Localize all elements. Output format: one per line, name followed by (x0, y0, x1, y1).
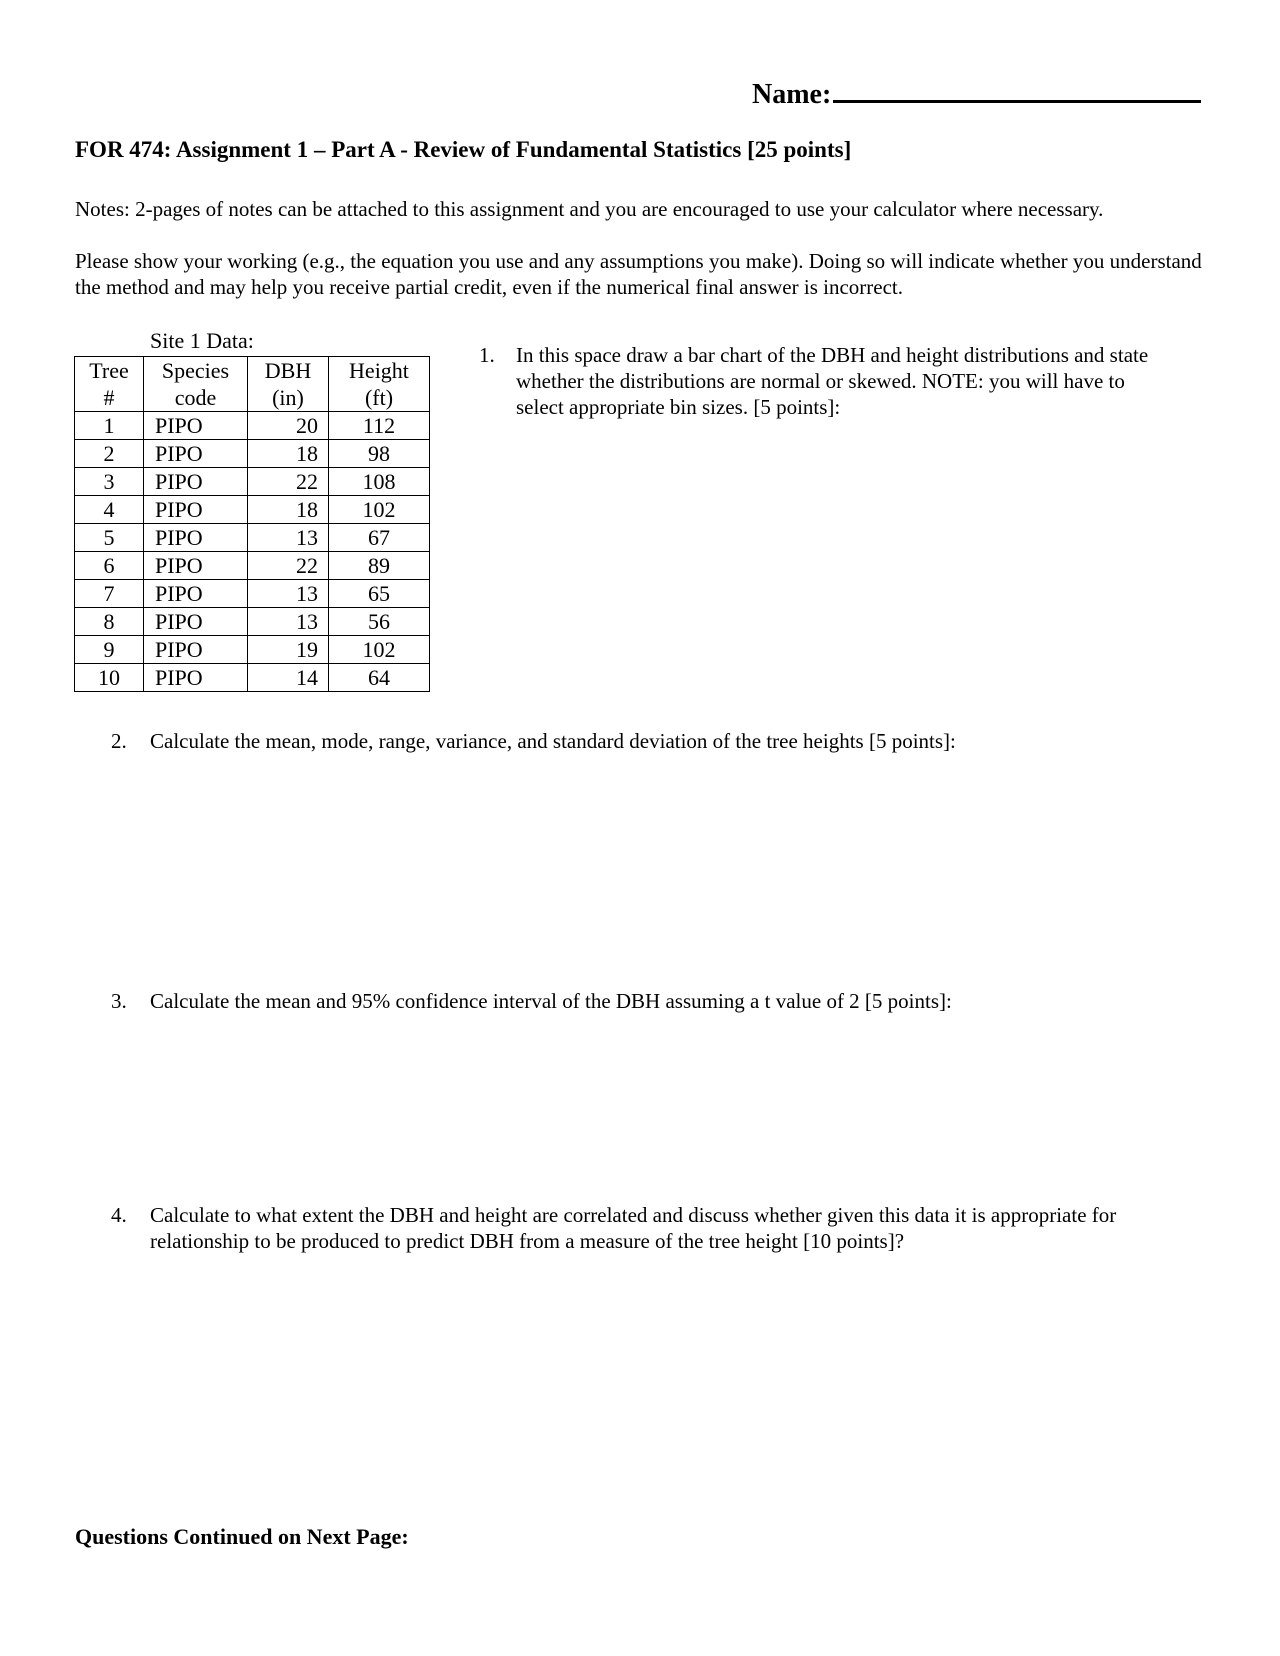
question-number: 3. (111, 989, 127, 1013)
table-row (75, 440, 430, 468)
name-field[interactable] (752, 76, 1201, 111)
cell-dbh: 14 (248, 664, 329, 692)
cell-species-code: PIPO (144, 440, 248, 468)
name-blank-line[interactable] (833, 76, 1201, 103)
table-row (75, 524, 430, 552)
question-number: 4. (111, 1203, 127, 1227)
table-row (75, 552, 430, 580)
cell-species-code: PIPO (144, 496, 248, 524)
cell-dbh: 18 (248, 440, 329, 468)
question-number: 1. (479, 343, 495, 367)
name-label: Name: (752, 79, 832, 110)
cell-species-code: PIPO (144, 468, 248, 496)
cell-species-code: PIPO (144, 552, 248, 580)
cell-tree-number: 4 (75, 496, 144, 524)
question-text: Calculate to what extent the DBH and height are correlated and discuss whether given this data it is appropriate for relationship to be produced to predict DBH from a measure of the tree height [10 points]? (150, 1203, 1117, 1253)
table-row (75, 664, 430, 692)
question-number: 2. (111, 729, 127, 753)
table-row (75, 468, 430, 496)
cell-tree-number: 6 (75, 552, 144, 580)
question-text: In this space draw a bar chart of the DBH and height distributions and state whether the distributions are normal or skewed. NOTE: you will have to select appropriate bin sizes. [5 points]: (516, 343, 1149, 419)
cell-height: 56 (329, 608, 430, 636)
cell-tree-number: 10 (75, 664, 144, 692)
cell-species-code: PIPO (144, 636, 248, 664)
cell-tree-number: 1 (75, 412, 144, 440)
cell-tree-number: 5 (75, 524, 144, 552)
cell-tree-number: 2 (75, 440, 144, 468)
cell-height: 64 (329, 664, 430, 692)
cell-height: 89 (329, 552, 430, 580)
cell-tree-number: 3 (75, 468, 144, 496)
instructions-text: Please show your working (e.g., the equation you use and any assumptions you make). Doing so will indicate whether you understand the method and may help you receive partial credit, even if the numerical final answer is incorrect. (75, 249, 1202, 299)
cell-dbh: 22 (248, 468, 329, 496)
header-height: Height (ft) (329, 357, 430, 412)
cell-species-code: PIPO (144, 412, 248, 440)
notes-text: Notes: 2-pages of notes can be attached to this assignment and you are encouraged to use your calculator where necessary. (75, 197, 1104, 221)
table-caption: Site 1 Data: (150, 328, 254, 353)
cell-height: 67 (329, 524, 430, 552)
table-row (75, 636, 430, 664)
table-row (75, 608, 430, 636)
assignment-title: FOR 474: Assignment 1 – Part A - Review of Fundamental Statistics [25 points] (75, 137, 852, 162)
cell-dbh: 13 (248, 580, 329, 608)
cell-dbh: 22 (248, 552, 329, 580)
table-row (75, 412, 430, 440)
cell-species-code: PIPO (144, 608, 248, 636)
cell-dbh: 20 (248, 412, 329, 440)
continued-note: Questions Continued on Next Page: (75, 1524, 409, 1549)
cell-height: 108 (329, 468, 430, 496)
cell-height: 102 (329, 636, 430, 664)
header-tree: Tree # (75, 357, 144, 412)
cell-species-code: PIPO (144, 524, 248, 552)
cell-species-code: PIPO (144, 664, 248, 692)
cell-species-code: PIPO (144, 580, 248, 608)
cell-height: 102 (329, 496, 430, 524)
question-text: Calculate the mean, mode, range, variance, and standard deviation of the tree heights [5 points]: (150, 729, 956, 753)
site-data-table (74, 356, 430, 692)
cell-height: 65 (329, 580, 430, 608)
cell-dbh: 18 (248, 496, 329, 524)
header-species: Species code (144, 357, 248, 412)
cell-dbh: 13 (248, 524, 329, 552)
cell-height: 112 (329, 412, 430, 440)
cell-height: 98 (329, 440, 430, 468)
table-header-row (75, 357, 430, 412)
cell-dbh: 19 (248, 636, 329, 664)
cell-tree-number: 7 (75, 580, 144, 608)
cell-dbh: 13 (248, 608, 329, 636)
table-row (75, 580, 430, 608)
cell-tree-number: 8 (75, 608, 144, 636)
header-dbh: DBH (in) (248, 357, 329, 412)
cell-tree-number: 9 (75, 636, 144, 664)
table-row (75, 496, 430, 524)
question-text: Calculate the mean and 95% confidence interval of the DBH assuming a t value of 2 [5 points]: (150, 989, 952, 1013)
